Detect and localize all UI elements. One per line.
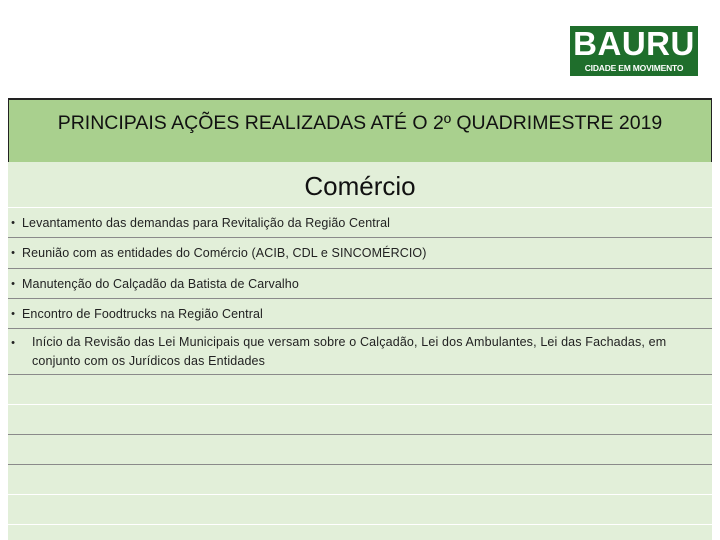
list-item — [8, 238, 712, 269]
empty-row — [8, 375, 712, 405]
actions-table — [8, 98, 712, 540]
list-item-text: Início da Revisão das Lei Municipais que versam sobre o Calçadão, Lei dos Ambulantes, Lei das Fachadas, em conjunto com os Jurídicos das Entidades — [32, 335, 667, 368]
empty-row — [8, 465, 712, 495]
bullet-icon: • — [11, 337, 15, 349]
list-item-text: Levantamento das demandas para Revitalição da Região Central — [22, 216, 391, 230]
bullet-icon: • — [11, 308, 15, 320]
list-item-text: Manutenção do Calçadão da Batista de Carvalho — [22, 277, 299, 291]
section-title: Comércio — [304, 171, 416, 201]
list-item — [8, 329, 712, 375]
bullet-icon: • — [11, 247, 15, 259]
logo-main-text: BAURU — [573, 25, 695, 62]
page-title: PRINCIPAIS AÇÕES REALIZADAS ATÉ O 2º QUADRIMESTRE 2019 — [57, 112, 663, 134]
list-item — [8, 208, 712, 238]
empty-row — [8, 495, 712, 525]
bauru-logo — [570, 26, 698, 76]
logo-sub-text: CIDADE EM MOVIMENTO — [584, 63, 684, 73]
bullet-icon: • — [11, 217, 15, 229]
section-header-row — [8, 162, 712, 208]
list-item — [8, 299, 712, 329]
table-body — [8, 162, 712, 540]
list-item — [8, 269, 712, 299]
empty-row — [8, 435, 712, 465]
bullet-icon: • — [11, 278, 15, 290]
list-item-text: Encontro de Foodtrucks na Região Central — [22, 307, 263, 321]
list-item-text: Reunião com as entidades do Comércio (ACIB, CDL e SINCOMÉRCIO) — [22, 246, 427, 260]
table-header — [8, 98, 712, 162]
empty-row — [8, 405, 712, 435]
